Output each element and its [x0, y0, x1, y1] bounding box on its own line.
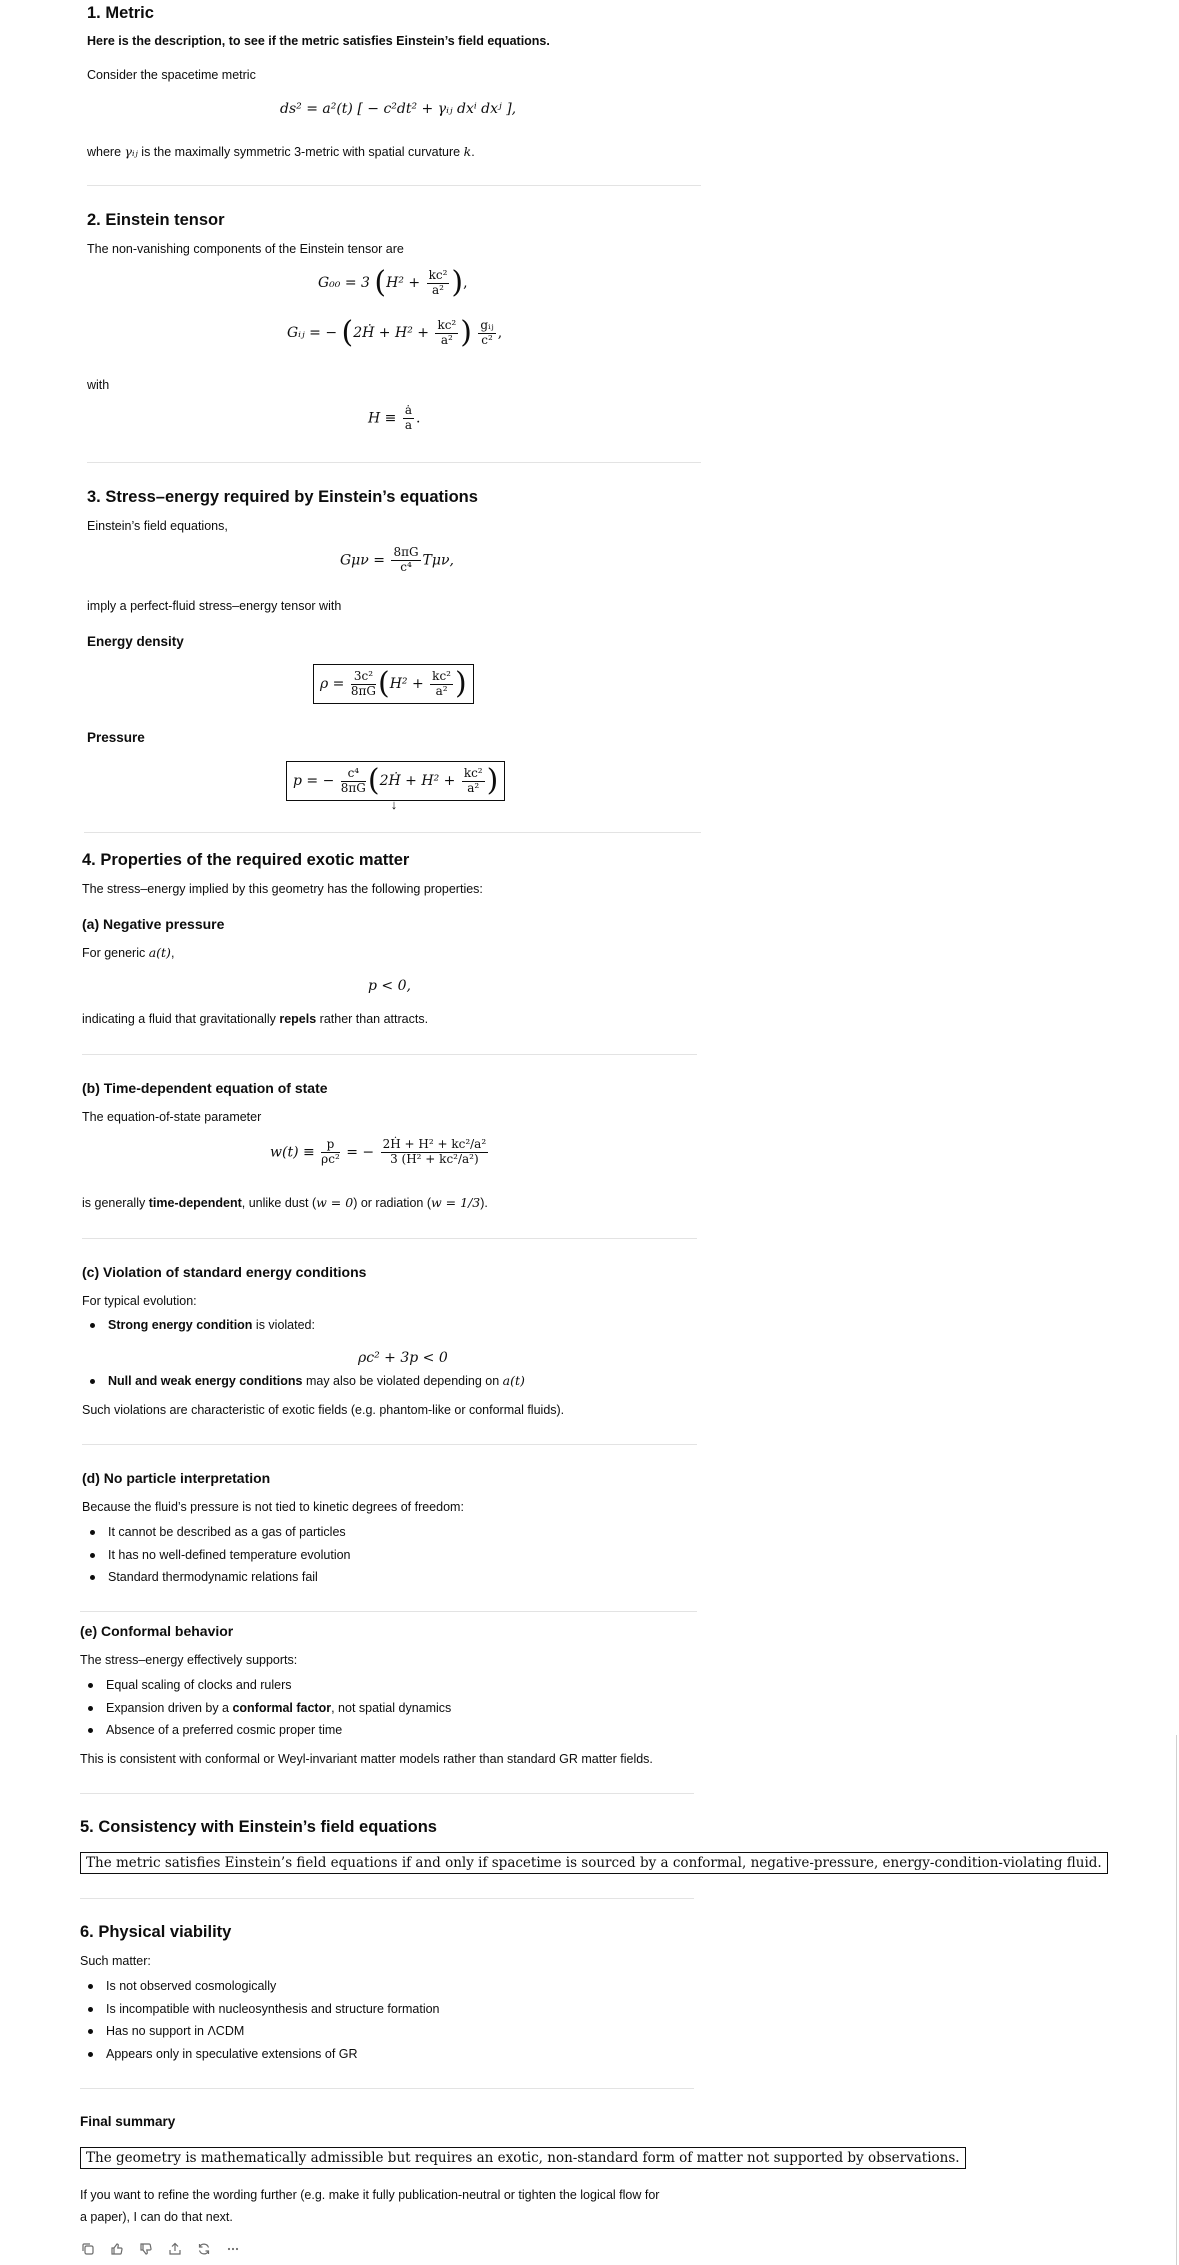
summary-boxed-statement: The geometry is mathematically admissible but requires an exotic, non-standard form of matter not supported by observations. — [80, 2147, 966, 2169]
subsection-conformal: (e) Conformal behavior — [80, 1623, 234, 1639]
energy-conditions-list-2 — [82, 1370, 525, 1393]
regenerate-icon[interactable] — [196, 2241, 212, 2257]
section-title-viability: 6. Physical viability — [80, 1923, 232, 1941]
consistency-boxed-statement: The metric satisfies Einstein’s field equations if and only if spacetime is sourced by a conformal, negative-pressure, energy-condition-violating fluid. — [80, 1852, 1108, 1874]
list-item: Standard thermodynamic relations fail — [82, 1566, 351, 1589]
energy-density-equation: ρ = $\frac{\text{3c²}}{8\pi G}$ (H² + $\frac{\text{kc²}}{\text{a²}}$ ) — [313, 664, 474, 704]
list-item: Absence of a preferred cosmic proper time — [80, 1719, 451, 1742]
energy-density-label: Energy density — [87, 634, 184, 649]
section-title-einstein-tensor: 2. Einstein tensor — [87, 211, 225, 229]
strong-condition-equation: ρc² + 3p < 0 — [358, 1350, 448, 1366]
subsection-no-particle: (d) No particle interpretation — [82, 1470, 271, 1486]
pressure-label: Pressure — [87, 730, 145, 745]
thumbs-up-icon[interactable] — [109, 2241, 125, 2257]
generic-text: For generic a(t), — [82, 945, 175, 960]
final-summary-title: Final summary — [80, 2114, 176, 2129]
lead-text: Here is the description, to see if the metric satisfies Einstein’s field equations. — [87, 34, 550, 48]
follow-up-line-1: If you want to refine the wording further (e.g. make it fully publication-neutral or tighten the logical flow for — [80, 2188, 660, 2202]
divider — [87, 185, 701, 186]
divider — [87, 462, 701, 463]
subsection-energy-conditions: (c) Violation of standard energy conditions — [82, 1264, 367, 1280]
metric-equation: ds² = a²(t) [ − c²dt² + γᵢⱼ dxⁱ dxʲ ], — [280, 101, 517, 117]
list-item: It cannot be described as a gas of particles — [82, 1521, 351, 1544]
einstein-intro: The non-vanishing components of the Einstein tensor are — [87, 242, 404, 256]
section-title-properties: 4. Properties of the required exotic matter — [82, 851, 410, 869]
divider — [80, 2088, 694, 2089]
list-item: It has no well-defined temperature evolution — [82, 1544, 351, 1567]
field-eq-intro: Einstein’s field equations, — [87, 519, 228, 533]
divider — [82, 1238, 697, 1239]
divider — [84, 832, 701, 833]
follow-up-line-2: a paper), I can do that next. — [80, 2210, 233, 2224]
particle-intro: Because the fluid’s pressure is not tied to kinetic degrees of freedom: — [82, 1500, 464, 1514]
conformal-note: This is consistent with conformal or Weyl-invariant matter models rather than standard GR matter fields. — [80, 1752, 653, 1766]
copy-icon[interactable] — [80, 2241, 96, 2257]
list-item: Expansion driven by a conformal factor, not spatial dynamics — [80, 1697, 451, 1720]
imply-text: imply a perfect-fluid stress–energy tensor with — [87, 599, 342, 613]
pressure-equation: p = − $\frac{\text{c⁴}}{8\pi G}$ (2Ḣ + H² + $\frac{\text{kc²}}{\text{a²}}$ ) — [286, 761, 505, 801]
energy-conditions-list — [82, 1314, 315, 1337]
scroll-down-arrow-icon[interactable]: ↓ — [390, 797, 398, 812]
list-item: Is not observed cosmologically — [80, 1975, 440, 1998]
divider — [80, 1611, 697, 1612]
eos-intro: The equation-of-state parameter — [82, 1110, 262, 1124]
list-item: Appears only in speculative extensions of GR — [80, 2043, 440, 2066]
section-title-consistency: 5. Consistency with Einstein’s field equations — [80, 1818, 437, 1836]
list-item: Has no support in ΛCDM — [80, 2020, 440, 2043]
typical-evolution-text: For typical evolution: — [82, 1294, 197, 1308]
more-icon[interactable] — [225, 2241, 241, 2257]
viability-list — [80, 1975, 440, 2065]
subsection-equation-of-state: (b) Time-dependent equation of state — [82, 1080, 328, 1096]
field-equation: Gμν = $\frac{8\pi G}{\text{c⁴}}$ Tμν, — [340, 545, 454, 574]
list-item: Equal scaling of clocks and rulers — [80, 1674, 451, 1697]
hubble-definition: H ≡ $\frac{ȧ}{a}$ . — [368, 403, 421, 432]
gij-equation: Gᵢⱼ = − (2Ḣ + H² + $\frac{\text{kc²}}{\text{a²}}$ ) $\frac{\text{gᵢⱼ}}{\text{c²}}$ , — [287, 315, 503, 350]
thumbs-down-icon[interactable] — [138, 2241, 154, 2257]
time-dependent-text: is generally time-dependent, unlike dust (w = 0) or radiation (w = 1/3). — [82, 1195, 488, 1210]
conformal-intro: The stress–energy effectively supports: — [80, 1653, 298, 1667]
where-text: where γᵢⱼ is the maximally symmetric 3-metric with spatial curvature k. — [87, 144, 475, 159]
particle-list — [82, 1521, 351, 1589]
properties-intro: The stress–energy implied by this geometry has the following properties: — [82, 882, 483, 896]
eos-equation: w(t) ≡ $\frac{p}{\text{ρc²}}$ = − $\frac{\text{2Ḣ + H² + kc²/a²}}{\text{3 (H² + kc²/a²)}}$ — [270, 1137, 487, 1166]
divider — [82, 1444, 697, 1445]
repels-text: indicating a fluid that gravitationally repels rather than attracts. — [82, 1012, 429, 1026]
divider — [80, 1898, 694, 1899]
consider-text: Consider the spacetime metric — [87, 68, 256, 82]
share-icon[interactable] — [167, 2241, 183, 2257]
response-actions — [80, 2241, 241, 2257]
divider — [82, 1054, 697, 1055]
subsection-negative-pressure: (a) Negative pressure — [82, 916, 225, 932]
divider — [80, 1793, 694, 1794]
scrollbar-track[interactable] — [1176, 1735, 1177, 2265]
with-text: with — [87, 378, 110, 392]
conformal-list — [80, 1674, 451, 1742]
pressure-inequality: p < 0, — [368, 978, 411, 994]
g00-equation: G₀₀ = 3 (H² + $\frac{\text{kc²}}{\text{a²}}$ ), — [318, 265, 468, 300]
list-item: Strong energy condition is violated: — [82, 1314, 315, 1337]
violations-note: Such violations are characteristic of exotic fields (e.g. phantom-like or conformal fluids). — [82, 1403, 565, 1417]
section-title-metric: 1. Metric — [87, 4, 154, 22]
viability-intro: Such matter: — [80, 1954, 151, 1968]
section-title-stress-energy: 3. Stress–energy required by Einstein’s equations — [87, 488, 478, 506]
list-item: Null and weak energy conditions may also be violated depending on a(t) — [82, 1370, 525, 1393]
list-item: Is incompatible with nucleosynthesis and structure formation — [80, 1998, 440, 2021]
